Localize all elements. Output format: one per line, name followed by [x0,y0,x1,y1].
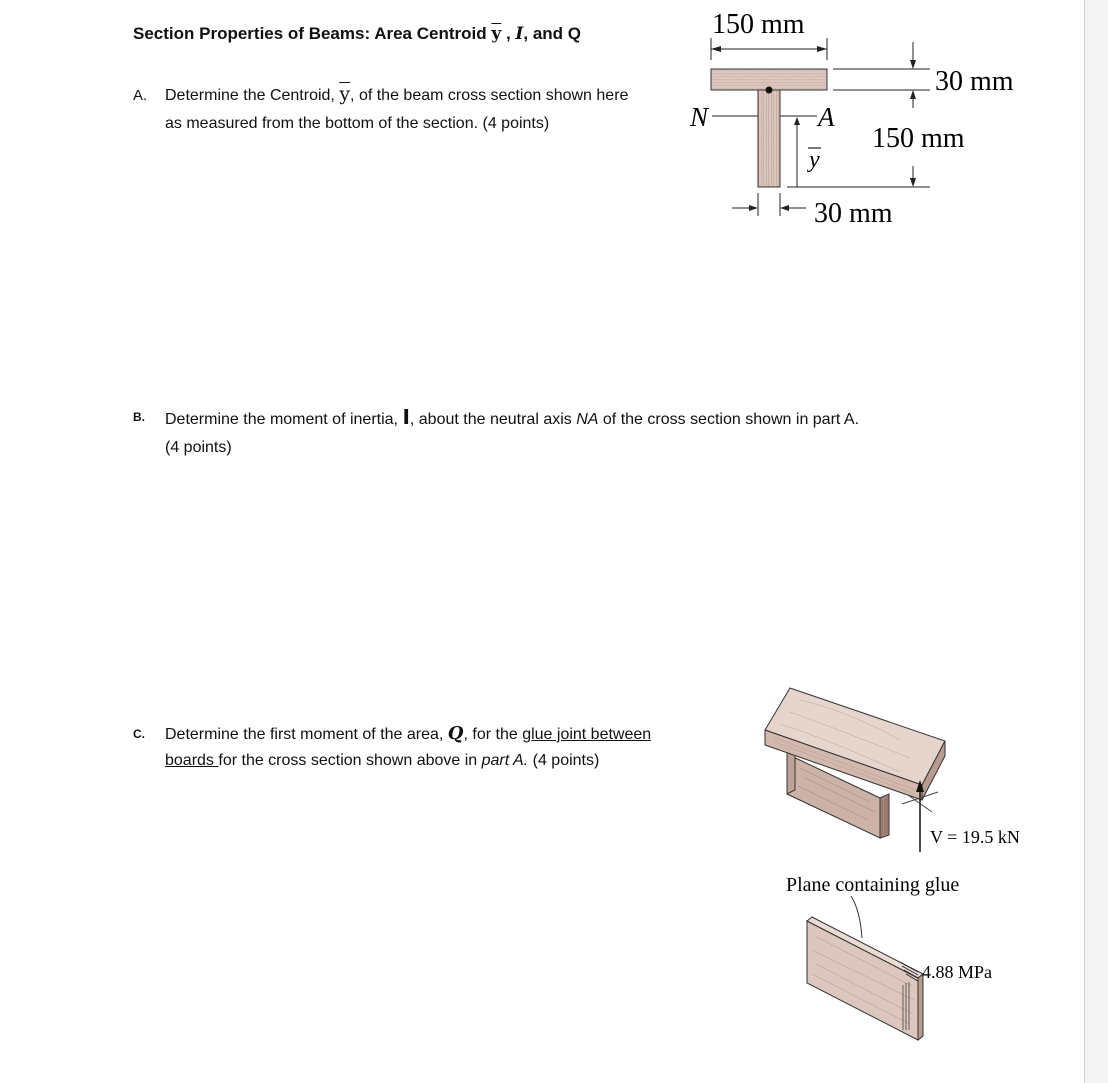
flange-thickness-label: 30 mm [935,66,1014,97]
qc-mid: , for the [463,726,523,743]
question-a-line2: as measured from the bottom of the section. (4 points) [165,115,550,132]
qc-Q: Q [447,723,464,744]
web-height-label: 150 mm [872,123,965,154]
qc-line2-post: (4 points) [528,752,600,769]
ybar-label: y [809,147,820,173]
centroid-dot [766,87,773,94]
shear-force-label: V = 19.5 kN [930,827,1020,847]
qb-NA: NA [576,411,599,428]
title-ybar: $\overline{y}$ [491,24,502,44]
title-I: I [515,24,524,44]
flange-width-dimension [711,9,827,60]
qb-I: I [402,405,410,429]
ybar-dimension [794,117,821,187]
qb-mid: , about the neutral axis [409,411,577,428]
title-sep1: , [501,24,516,43]
glue-plane-leader [851,896,862,938]
shear-stress-label: 4.88 MPa [922,962,993,982]
qc-part: part A. [481,752,529,769]
glued-beam-illustration [765,688,1020,852]
glue-plane-label: Plane containing glue [786,874,960,896]
flange-thickness-dimension [833,42,1014,108]
question-a-letter: A. [133,87,148,104]
qc-underlined1: glue joint between [522,726,652,743]
neutral-axis-N-label: N [690,102,709,132]
web-width-label: 30 mm [814,198,893,229]
title-prefix: Section Properties of Beams: Area Centroid [133,24,492,43]
qa-ybar: $\overline{y}$ [339,83,351,105]
qb-pre: Determine the moment of inertia, [165,411,403,428]
flange-width-label: 150 mm [712,9,805,40]
qc-line2-mid: for the cross section shown above in [218,752,482,769]
qb-post: of the cross section shown in part A. [598,411,860,428]
qa-post: , of the beam cross section shown here [350,87,629,104]
question-c-letter: C. [133,727,145,741]
question-b-letter: B. [133,410,145,424]
qc-pre: Determine the first moment of the area, [165,726,448,743]
glue-plane-illustration [807,917,923,1040]
question-b-line2: (4 points) [165,439,232,456]
web [758,90,780,187]
qa-pre: Determine the Centroid, [165,87,340,104]
title-sep2: , and Q [523,24,581,43]
qc-underlined2: boards [165,752,219,769]
neutral-axis-A-label: A [818,102,835,132]
web-width-dimension [732,193,893,229]
